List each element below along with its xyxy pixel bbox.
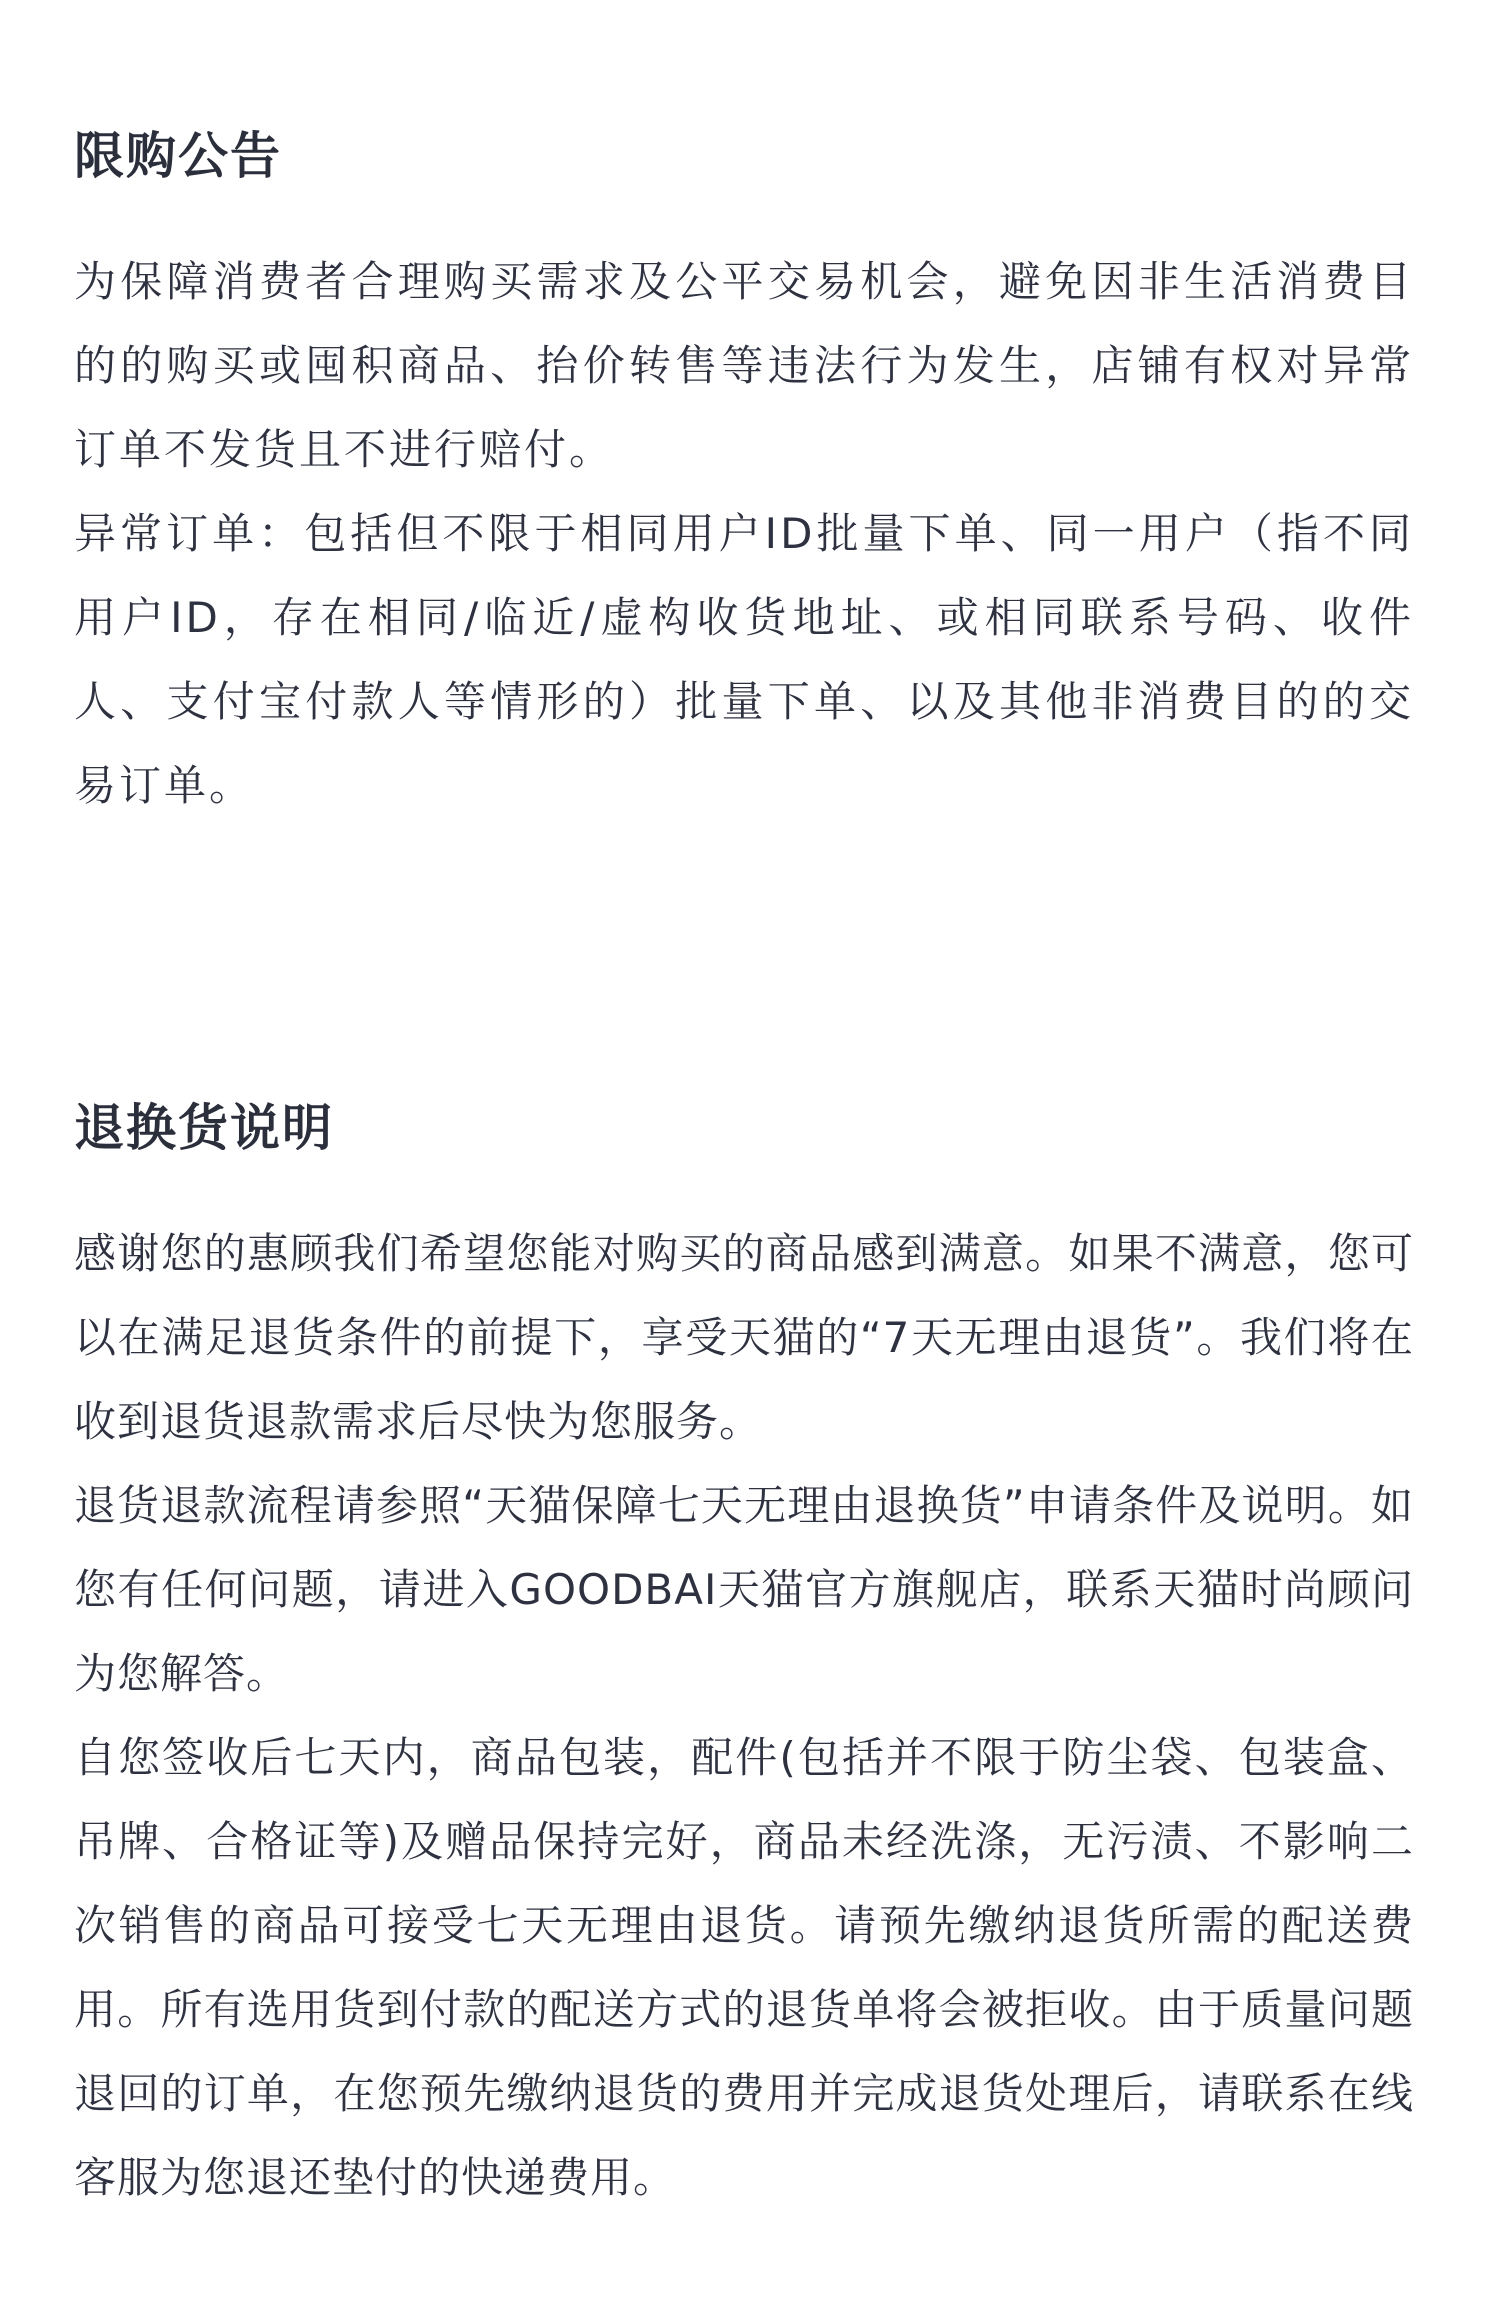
limit-notice-title: 限购公告 — [74, 127, 282, 185]
return-thanks-paragraph: 感谢您的惠顾我们希望您能对购买的商品感到满意。如果不满意，您可以在满足退货条件的前提下，享受天猫的“7天无理由退货”。我们将在收到退货退款需求后尽快为您服务。 — [74, 1229, 1414, 1446]
return-policy-title: 退换货说明 — [74, 1099, 334, 1157]
return-policy-section — [74, 1090, 1414, 2220]
limit-notice-paragraph: 为保障消费者合理购买需求及公平交易机会，避免因非生活消费目的的购买或囤积商品、抬价转售等违法行为发生，店铺有权对异常订单不发货且不进行赔付。 — [74, 257, 1414, 474]
abnormal-order-paragraph: 异常订单：包括但不限于相同用户ID批量下单、同一用户（指不同用户ID，存在相同/临近/虚构收货地址、或相同联系号码、收件人、支付宝付款人等情形的）批量下单、以及其他非消费目的的交易订单。 — [74, 509, 1414, 810]
return-process-paragraph: 退货退款流程请参照“天猫保障七天无理由退换货”申请条件及说明。如您有任何问题，请进入GOODBAI天猫官方旗舰店，联系天猫时尚顾问为您解答。 — [74, 1481, 1414, 1698]
limit-notice-section — [74, 118, 1414, 828]
return-conditions-paragraph: 自您签收后七天内，商品包装，配件(包括并不限于防尘袋、包装盒、吊牌、合格证等)及赠品保持完好，商品未经洗涤，无污渍、不影响二次销售的商品可接受七天无理由退货。请预先缴纳退货所需的配送费用。所有选用货到付款的配送方式的退货单将会被拒收。由于质量问题退回的订单，在您预先缴纳退货的费用并完成退货处理后，请联系在线客服为您退还垫付的快递费用。 — [74, 1733, 1414, 2202]
